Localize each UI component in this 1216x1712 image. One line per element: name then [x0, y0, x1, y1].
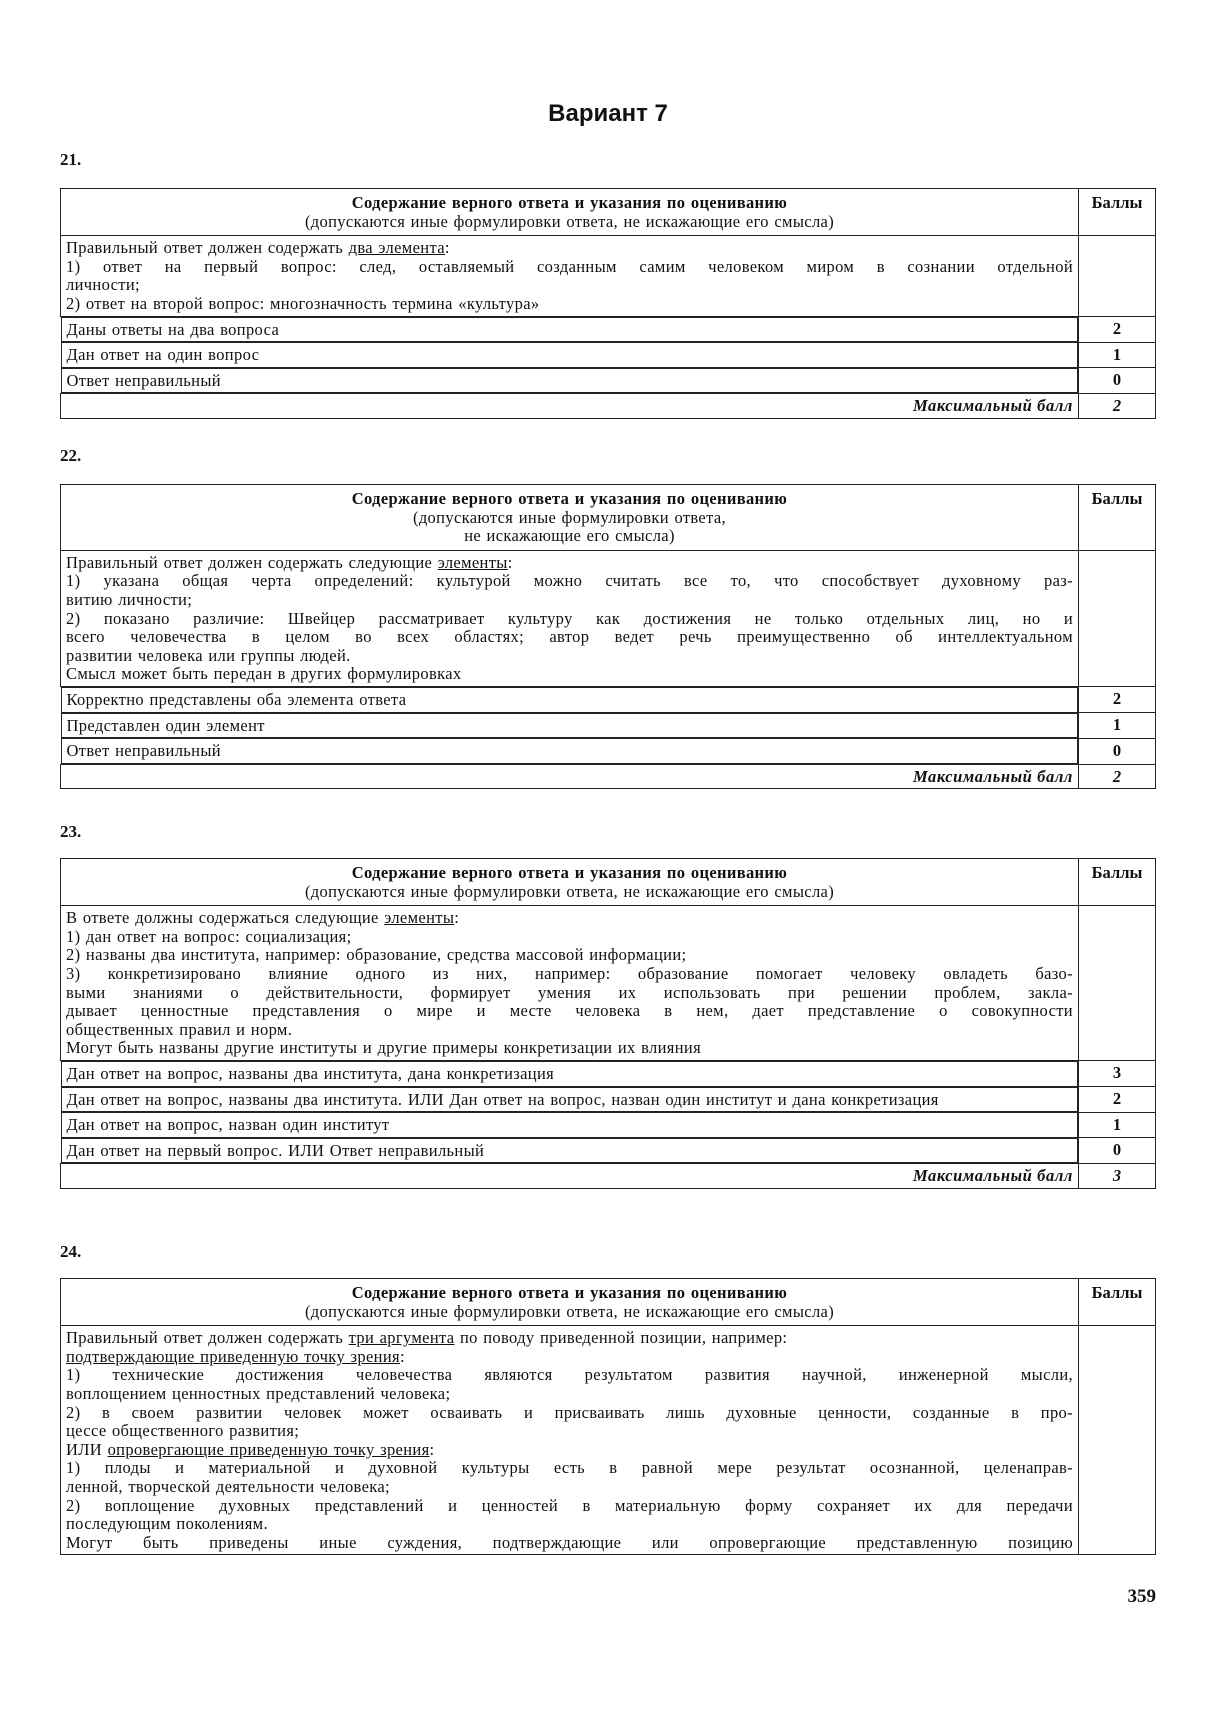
criteria-score: 0: [1079, 368, 1156, 394]
content-line: [66, 928, 1073, 947]
text-segment: ИЛИ: [66, 1439, 108, 1459]
content-line: [66, 591, 1073, 610]
underlined-term: опровергающие приведенную точку зрения: [107, 1439, 430, 1459]
criteria-text: Представлен один элемент: [61, 713, 1079, 739]
score-cell-empty: [1079, 550, 1156, 686]
scoring-table: [60, 188, 1156, 419]
text-segment: Смысл может быть передан в других формулировках: [66, 664, 462, 684]
score-header: Баллы: [1079, 859, 1156, 906]
question-number: 24.: [60, 1242, 82, 1261]
text-segment: воплощением ценностных представлений человека;: [66, 1383, 451, 1403]
max-score-value: 2: [1079, 764, 1156, 789]
answer-content: [61, 906, 1079, 1061]
max-score-row: [61, 764, 1156, 789]
content-line: [66, 1329, 1073, 1348]
max-score-value: 2: [1079, 394, 1156, 419]
content-line: [66, 1366, 1073, 1385]
text-segment: :: [507, 552, 513, 572]
max-score-label: Максимальный балл: [61, 1164, 1079, 1189]
text-segment: Правильный ответ должен содержать: [66, 238, 349, 258]
content-line: [66, 1385, 1073, 1404]
content-line: [66, 1422, 1073, 1441]
header-title: Содержание верного ответа и указания по оцениванию: [351, 193, 788, 212]
header-note: (допускаются иные формулировки ответа,: [412, 507, 727, 527]
content-line: [66, 258, 1073, 277]
header-cell: [61, 189, 1079, 236]
criteria-score: 1: [1079, 342, 1156, 368]
score-cell-empty: [1079, 1326, 1156, 1555]
score-cell-empty: [1079, 236, 1156, 316]
underlined-term: элементы: [437, 552, 508, 572]
answer-content: [61, 1326, 1079, 1555]
criteria-row: [61, 316, 1156, 342]
header-note: (допускаются иные формулировки ответа, не искажающие его смысла): [304, 211, 835, 231]
max-score-label: Максимальный балл: [61, 764, 1079, 789]
criteria-row: [61, 686, 1156, 712]
criteria-text: Дан ответ на первый вопрос. ИЛИ Ответ неправильный: [61, 1138, 1079, 1164]
text-segment: 2) воплощение духовных представлений и ценностей в материальную форму сохраняет их для передачи: [66, 1495, 1073, 1515]
header-row: [61, 859, 1156, 906]
criteria-row: [61, 713, 1156, 739]
score-header: Баллы: [1079, 1279, 1156, 1326]
content-line: [66, 554, 1073, 573]
text-segment: последующим поколениям.: [66, 1514, 268, 1534]
text-segment: 1) указана общая черта определений: культурой можно считать все то, что способствует духовному раз-: [66, 571, 1073, 591]
text-segment: :: [399, 1346, 405, 1366]
question-number: 23.: [60, 822, 82, 841]
content-line: [66, 1459, 1073, 1478]
criteria-row: [61, 342, 1156, 368]
criteria-score: 0: [1079, 738, 1156, 764]
criteria-row: [61, 1112, 1156, 1138]
text-segment: Правильный ответ должен содержать следующие: [66, 552, 438, 572]
criteria-text: Даны ответы на два вопроса: [61, 317, 1079, 343]
header-note: не искажающие его смысла): [464, 526, 675, 546]
content-line: [66, 572, 1073, 591]
criteria-row: [61, 368, 1156, 394]
criteria-row: [61, 1138, 1156, 1164]
text-segment: развитии человека или группы людей.: [66, 645, 351, 665]
page-title: Вариант 7: [548, 100, 668, 127]
text-segment: 2) показано различие: Швейцер рассматривает культуру как достижения не только отдельных лиц, но и: [66, 608, 1073, 628]
content-line: [66, 628, 1073, 647]
header-title: Содержание верного ответа и указания по оцениванию: [351, 863, 788, 882]
header-row: [61, 485, 1156, 551]
content-line: [66, 1441, 1073, 1460]
content-line: [66, 1021, 1073, 1040]
criteria-score: 0: [1079, 1138, 1156, 1164]
criteria-text: Ответ неправильный: [61, 368, 1079, 394]
text-segment: В ответе должны содержаться следующие: [66, 908, 385, 928]
text-segment: дывает ценностные представления о мире и месте человека в нем, дает представление о совокупности: [66, 1001, 1073, 1021]
max-score-row: [61, 394, 1156, 419]
text-segment: 1) дан ответ на вопрос: социализация;: [66, 926, 352, 946]
criteria-row: [61, 1060, 1156, 1086]
content-line: [66, 1348, 1073, 1367]
scoring-table: [60, 1278, 1156, 1555]
content-line: [66, 610, 1073, 629]
content-line: [66, 965, 1073, 984]
text-segment: цессе общественного развития;: [66, 1421, 300, 1441]
content-line: [66, 1478, 1073, 1497]
underlined-term: подтверждающие приведенную точку зрения: [66, 1346, 400, 1366]
content-line: [66, 665, 1073, 684]
header-cell: [61, 859, 1079, 906]
text-segment: Могут быть приведены иные суждения, подтверждающие или опровергающие представленную позицию: [66, 1532, 1073, 1552]
text-segment: 2) ответ на второй вопрос: многозначность термина «культура»: [66, 293, 540, 313]
content-line: [66, 946, 1073, 965]
question-number: 21.: [60, 150, 82, 169]
content-line: [66, 1497, 1073, 1516]
text-segment: 1) технические достижения человечества являются результатом развития научной, инженерной мысли,: [66, 1365, 1073, 1385]
underlined-term: три аргумента: [348, 1328, 455, 1348]
text-segment: 1) ответ на первый вопрос: след, оставляемый созданным самим человеком миром в сознании отдельной: [66, 256, 1073, 276]
content-line: [66, 1515, 1073, 1534]
text-segment: витию личности;: [66, 589, 193, 609]
text-segment: выми знаниями о действительности, формирует умения их использовать при решении проблем, закла-: [66, 982, 1073, 1002]
criteria-score: 2: [1079, 1087, 1156, 1113]
answer-content-row: [61, 236, 1156, 316]
answer-content-row: [61, 906, 1156, 1061]
underlined-term: элементы: [384, 908, 455, 928]
score-header: Баллы: [1079, 189, 1156, 236]
answer-content-row: [61, 550, 1156, 686]
page-number: 359: [1127, 1586, 1156, 1607]
criteria-text: Дан ответ на вопрос, названы два института, дана конкретизация: [61, 1061, 1079, 1087]
answer-content: [61, 236, 1079, 316]
criteria-row: [61, 738, 1156, 764]
text-segment: всего человечества в целом во всех областях; автор ведет речь преимущественно об интеллектуальном: [66, 627, 1073, 647]
criteria-text: Ответ неправильный: [61, 738, 1079, 764]
criteria-score: 2: [1079, 316, 1156, 342]
criteria-text: Дан ответ на один вопрос: [61, 342, 1079, 368]
header-row: [61, 1279, 1156, 1326]
criteria-text: Дан ответ на вопрос, назван один институт: [61, 1112, 1079, 1138]
content-line: [66, 1534, 1073, 1553]
text-segment: общественных правил и норм.: [66, 1019, 293, 1039]
header-cell: [61, 1279, 1079, 1326]
text-segment: 2) названы два института, например: образование, средства массовой информации;: [66, 945, 687, 965]
max-score-value: 3: [1079, 1164, 1156, 1189]
scoring-table: [60, 484, 1156, 789]
content-line: [66, 984, 1073, 1003]
content-line: [66, 909, 1073, 928]
text-segment: 1) плоды и материальной и духовной культуры есть в равной мере результат осознанной, целенаправ-: [66, 1458, 1073, 1478]
content-line: [66, 647, 1073, 666]
criteria-score: 3: [1079, 1060, 1156, 1086]
header-note: (допускаются иные формулировки ответа, не искажающие его смысла): [304, 1301, 835, 1321]
text-segment: ленной, творческой деятельности человека;: [66, 1476, 390, 1496]
text-segment: :: [429, 1439, 435, 1459]
criteria-score: 2: [1079, 686, 1156, 712]
content-line: [66, 276, 1073, 295]
score-header: Баллы: [1079, 485, 1156, 551]
header-cell: [61, 485, 1079, 551]
header-note: (допускаются иные формулировки ответа, не искажающие его смысла): [304, 881, 835, 901]
question-number: 22.: [60, 446, 82, 465]
content-line: [66, 1002, 1073, 1021]
text-segment: личности;: [66, 275, 140, 295]
header-title: Содержание верного ответа и указания по оцениванию: [351, 1283, 788, 1302]
max-score-label: Максимальный балл: [61, 394, 1079, 419]
score-cell-empty: [1079, 906, 1156, 1061]
header-row: [61, 189, 1156, 236]
text-segment: 3) конкретизировано влияние одного из них, например: образование помогает человеку овладеть базо-: [66, 963, 1073, 983]
criteria-score: 1: [1079, 713, 1156, 739]
text-segment: по поводу приведенной позиции, например:: [454, 1328, 788, 1348]
content-line: [66, 1404, 1073, 1423]
header-title: Содержание верного ответа и указания по оцениванию: [351, 489, 788, 508]
max-score-row: [61, 1164, 1156, 1189]
text-segment: Могут быть названы другие институты и другие примеры конкретизации их влияния: [66, 1038, 702, 1058]
content-line: [66, 295, 1073, 314]
text-segment: :: [444, 238, 450, 258]
text-segment: :: [454, 908, 460, 928]
answer-content: [61, 550, 1079, 686]
underlined-term: два элемента: [348, 238, 445, 258]
scoring-table: [60, 858, 1156, 1189]
criteria-row: [61, 1087, 1156, 1113]
content-line: [66, 1039, 1073, 1058]
text-segment: 2) в своем развитии человек может осваивать и присваивать лишь духовные ценности, созданные в про-: [66, 1402, 1073, 1422]
criteria-text: Дан ответ на вопрос, названы два института. ИЛИ Дан ответ на вопрос, назван один институт и дана конкретизация: [61, 1087, 1079, 1113]
criteria-score: 1: [1079, 1112, 1156, 1138]
text-segment: Правильный ответ должен содержать: [66, 1328, 349, 1348]
answer-content-row: [61, 1326, 1156, 1555]
criteria-text: Корректно представлены оба элемента ответа: [61, 687, 1079, 713]
content-line: [66, 239, 1073, 258]
